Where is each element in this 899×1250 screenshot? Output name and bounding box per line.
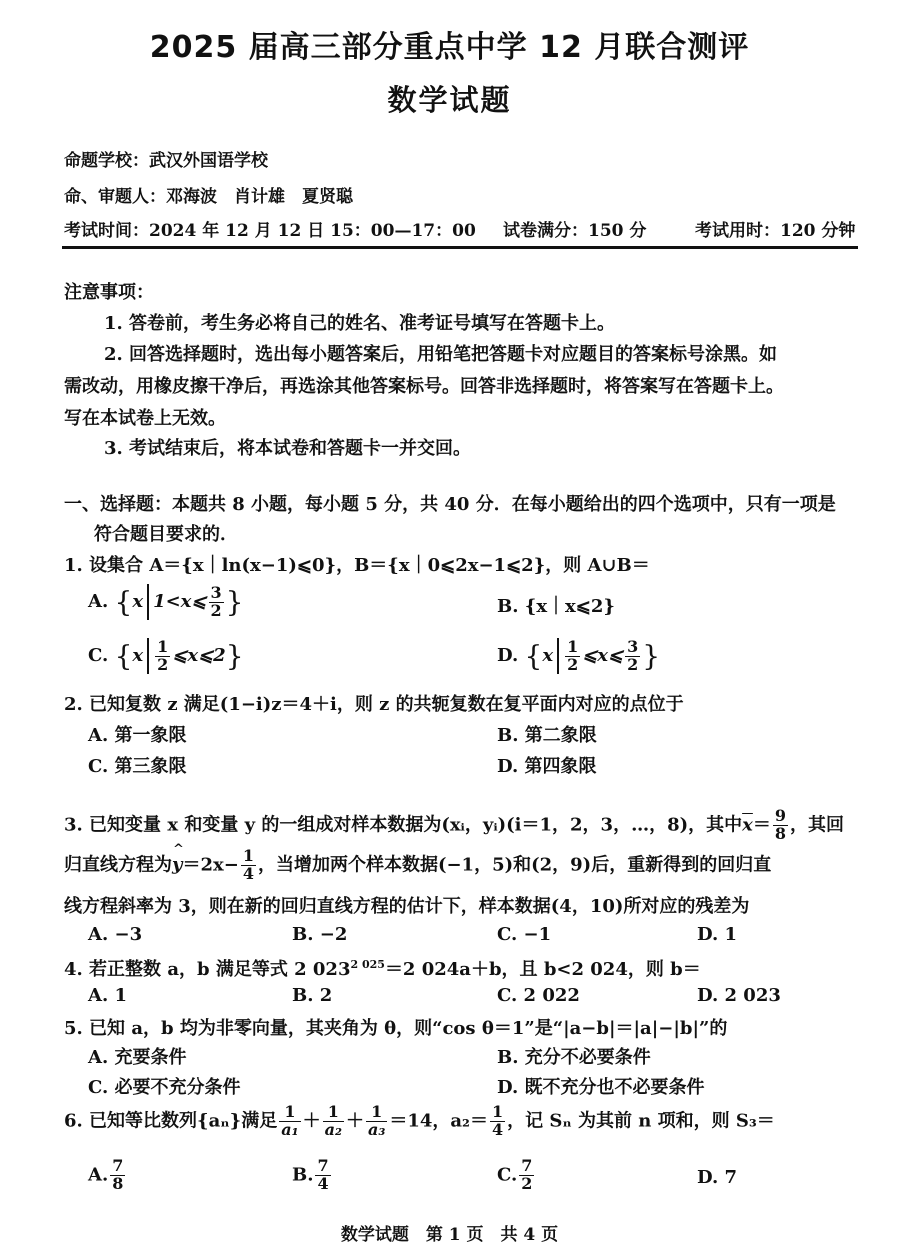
q1-option-b: B. {x｜x⩽2} xyxy=(497,596,615,617)
notice-item-2-line-2: 需改动，用橡皮擦干净后，再选涂其他答案标号。回答非选择题时，将答案写在答题卡上。 xyxy=(64,376,784,397)
q6-option-c: C. $\frac{7}{2}$ xyxy=(497,1156,533,1193)
notice-heading: 注意事项： xyxy=(64,282,154,303)
header-divider xyxy=(62,246,858,249)
q1-option-c: C. {x $\frac{1}{2}$ ⩽x⩽2} xyxy=(88,636,244,674)
q3-line-2: 归直线方程为^ y＝2x− $\frac{1}{4}$ ，当增加两个样本数据(−1，5)和(2，9)后，重新得到的回归直 xyxy=(64,848,771,883)
q3-option-c: C. −1 xyxy=(497,924,552,945)
q3-option-a: A. −3 xyxy=(88,924,143,945)
q3-line-3: 线方程斜率为 3，则在新的回归直线方程的估计下，样本数据(4，10)所对应的残差为 xyxy=(64,896,750,917)
full-score: 试卷满分：150 分 xyxy=(503,221,647,241)
notice-item-1: 1. 答卷前，考生务必将自己的姓名、准考证号填写在答题卡上。 xyxy=(104,313,616,334)
q6-stem: 6. 已知等比数列{aₙ}满足 $\frac{1}{\text{a₁}}$ ＋ $\frac{1}{\text{a₂}}$ ＋ $\frac{1}{\text{a₃}}$ ＝14，a₂＝ $\frac{1}{4}$ ，记 Sₙ 为其前 n 项和，则 S₃＝ xyxy=(64,1102,775,1139)
q5-option-c: C. 必要不充分条件 xyxy=(88,1077,241,1098)
q5-option-b: B. 充分不必要条件 xyxy=(497,1047,651,1068)
q2-option-a: A. 第一象限 xyxy=(88,725,187,746)
q2-stem: 2. 已知复数 z 满足(1−i)z＝4＋i，则 z 的共轭复数在复平面内对应的点位于 xyxy=(64,694,684,715)
q3-line-1: 3. 已知变量 x 和变量 y 的一组成对样本数据为(xᵢ，yᵢ)(i＝1，2，3，…，8)，其中$\overline{x}=$ $\frac{9}{8}$ ，其回 xyxy=(64,806,844,843)
q4-stem: 4. 若正整数 a，b 满足等式 2 $023^{2 025}=2$ 024a＋b，且 b<2 024，则 b＝ xyxy=(64,958,701,980)
q2-option-b: B. 第二象限 xyxy=(497,725,597,746)
duration: 考试用时：120 分钟 xyxy=(695,221,856,241)
exam-time: 考试时间：2024 年 12 月 12 日 15：00—17：00 xyxy=(64,221,476,241)
q5-stem: 5. 已知 a，b 均为非零向量，其夹角为 θ，则“cos θ＝1”是“|a−b|＝|a|−|b|”的 xyxy=(64,1018,728,1039)
q3-option-d: D. 1 xyxy=(697,924,738,945)
q3-option-b: B. −2 xyxy=(292,924,348,945)
q4-option-a: A. 1 xyxy=(88,985,128,1006)
q1-option-a: A. {x 1<x⩽ $\frac{3}{2}$ } xyxy=(88,582,244,620)
notice-item-3: 3. 考试结束后，将本试卷和答题卡一并交回。 xyxy=(104,438,472,459)
section-heading-line-1: 一、选择题：本题共 8 小题，每小题 5 分，共 40 分．在每小题给出的四个选项中，只有一项是 xyxy=(64,494,836,515)
q1-stem: 1. 设集合 A＝{x｜ln(x−1)⩽0}，B＝{x｜0⩽2x−1⩽2}，则 A∪B＝ xyxy=(64,555,650,576)
q1-option-d: D. {x $\frac{1}{2}$ ⩽x⩽ $\frac{3}{2}$ } xyxy=(497,636,661,674)
q4-option-c: C. 2 022 xyxy=(497,985,580,1006)
notice-item-2-line-3: 写在本试卷上无效。 xyxy=(64,408,226,429)
q6-option-a: A. $\frac{7}{8}$ xyxy=(88,1156,124,1193)
exam-subtitle: 数学试题 xyxy=(387,83,512,117)
school-line: 命题学校：武汉外国语学校 xyxy=(64,151,268,171)
q4-option-b: B. 2 xyxy=(292,985,333,1006)
q2-option-d: D. 第四象限 xyxy=(497,756,597,777)
section-heading-line-2: 符合题目要求的． xyxy=(94,524,238,545)
q5-option-d: D. 既不充分也不必要条件 xyxy=(497,1077,705,1098)
q2-option-c: C. 第三象限 xyxy=(88,756,187,777)
q6-option-d: D. 7 xyxy=(697,1167,738,1188)
notice-item-2-line-1: 2. 回答选择题时，选出每小题答案后，用铅笔把答题卡对应题目的答案标号涂黑。如 xyxy=(104,344,778,365)
q6-option-b: B. $\frac{7}{4}$ xyxy=(292,1156,329,1193)
q4-option-d: D. 2 023 xyxy=(697,985,781,1006)
exam-title: 2025 届高三部分重点中学 12 月联合测评 xyxy=(149,30,750,65)
authors-line: 命、审题人：邓海波 肖计雄 夏贤聪 xyxy=(64,187,353,207)
page-footer: 数学试题 第 1 页 共 4 页 xyxy=(340,1225,559,1245)
q5-option-a: A. 充要条件 xyxy=(88,1047,187,1068)
